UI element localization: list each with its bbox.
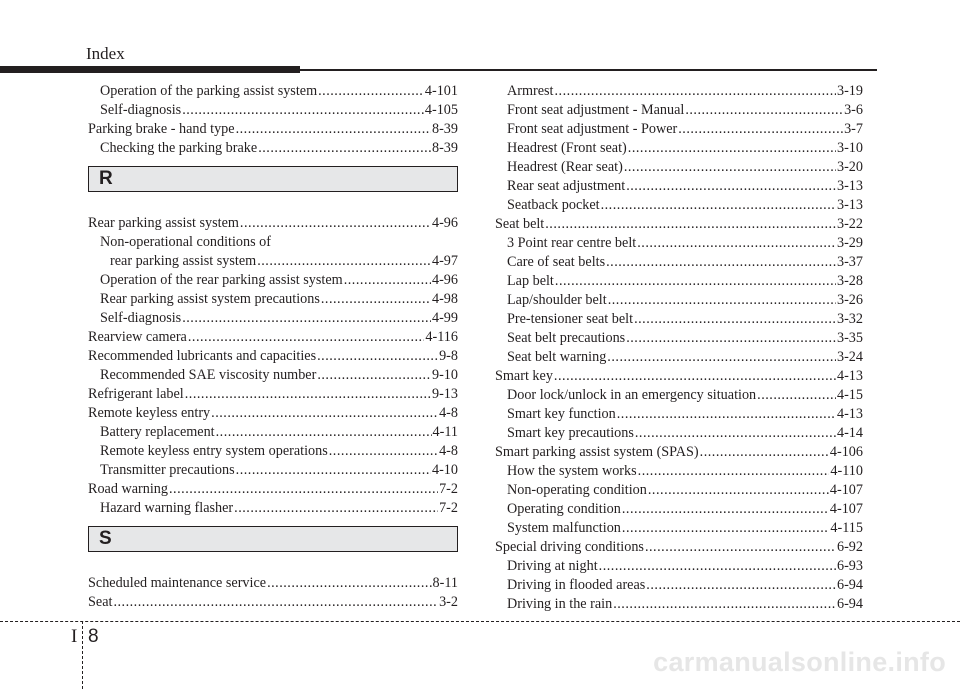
index-entry (495, 500, 863, 519)
index-entry (88, 347, 458, 366)
dot-leader (608, 291, 836, 310)
dot-leader (635, 424, 836, 443)
index-entry (495, 329, 863, 348)
dot-leader (257, 252, 431, 271)
index-entry-page: 3-2 (439, 594, 458, 610)
index-entry-label: Driving in the rain (507, 596, 613, 612)
index-entry-label: How the system works (507, 463, 637, 479)
section-letter: R (99, 168, 113, 189)
index-entry (88, 82, 458, 101)
index-entry-label: Refrigerant label (88, 386, 184, 402)
index-entry (88, 442, 458, 461)
index-entry-page: 4-99 (431, 310, 458, 326)
index-entry-page: 4-8 (439, 405, 458, 421)
index-entry (88, 290, 458, 309)
index-entry-label: Smart parking assist system (SPAS) (495, 444, 699, 460)
index-entry-label: Driving at night (507, 558, 598, 574)
index-entry (495, 424, 863, 443)
index-entry (88, 214, 458, 233)
index-entry (88, 309, 458, 328)
index-entry-label: Non-operating condition (507, 482, 647, 498)
index-column-left (88, 82, 458, 612)
dot-leader (607, 348, 836, 367)
section-header (88, 166, 458, 192)
index-entry-page: 4-107 (829, 482, 863, 498)
index-entry-page: 3-13 (836, 197, 863, 213)
index-entry (495, 462, 863, 481)
index-entry-label: Special driving conditions (495, 539, 644, 555)
dot-leader (638, 462, 830, 481)
header-rule-thick (0, 66, 300, 73)
index-entry (88, 139, 458, 158)
index-entry-label: Checking the parking brake (100, 140, 258, 156)
dot-leader (648, 481, 829, 500)
index-entry-label: Headrest (Rear seat) (507, 159, 623, 175)
index-entry-page: 3-24 (836, 349, 863, 365)
index-entry-page: 3-22 (836, 216, 863, 232)
index-entry-label: Smart key (495, 368, 553, 384)
index-entry (88, 461, 458, 480)
index-entry (88, 480, 458, 499)
index-entry (495, 443, 863, 462)
index-entry (495, 291, 863, 310)
index-entry-label: Seat belt (495, 216, 545, 232)
index-entry-page: 4-96 (431, 215, 458, 231)
index-entry (88, 271, 458, 290)
index-entry-label: Scheduled maintenance service (88, 575, 267, 591)
index-entry (495, 310, 863, 329)
index-entry (88, 366, 458, 385)
index-entry-page: 3-32 (836, 311, 863, 327)
dot-leader (216, 423, 432, 442)
index-entry-page: 3-10 (836, 140, 863, 156)
index-entry (88, 385, 458, 404)
section-header (88, 526, 458, 552)
dot-leader (624, 158, 836, 177)
dot-leader (613, 595, 836, 614)
dot-leader (599, 557, 836, 576)
watermark-text: carmanualsonline.info (653, 647, 946, 677)
dot-leader (182, 101, 424, 120)
index-entry-label: Front seat adjustment - Power (507, 121, 678, 137)
section-letter: S (99, 528, 112, 549)
dot-leader (757, 386, 836, 405)
index-entry-page: 3-35 (836, 330, 863, 346)
dot-leader (626, 177, 836, 196)
footer-rule (0, 621, 960, 622)
index-entry (88, 593, 458, 612)
index-entry-label: Parking brake - hand type (88, 121, 235, 137)
dot-leader (685, 101, 843, 120)
index-entry-page: 4-98 (431, 291, 458, 307)
index-entry-page: 4-116 (425, 329, 458, 345)
index-entry-label: Recommended lubricants and capacities (88, 348, 317, 364)
index-entry-label: Battery replacement (100, 424, 215, 440)
dot-leader (344, 271, 431, 290)
index-entry-page: 9-10 (431, 367, 458, 383)
dot-leader (188, 328, 425, 347)
index-entry-page: 4-110 (830, 463, 863, 479)
index-entry-label: Seat (88, 594, 113, 610)
index-entry-label: System malfunction (507, 520, 621, 536)
dot-leader (601, 196, 836, 215)
dot-leader (317, 366, 431, 385)
index-entry-page: 3-26 (836, 292, 863, 308)
index-entry (495, 158, 863, 177)
index-entry-page: 7-2 (439, 500, 458, 516)
index-entry-label: Remote keyless entry (88, 405, 211, 421)
index-entry-page: 4-115 (830, 520, 863, 536)
index-entry-label: Operating condition (507, 501, 621, 517)
index-entry-page: 7-2 (439, 481, 458, 497)
index-entry-label: Rear parking assist system precautions (100, 291, 320, 307)
index-entry-label: Pre-tensioner seat belt (507, 311, 634, 327)
dot-leader (628, 139, 836, 158)
footer-divider (82, 621, 83, 689)
index-entry-label: Driving in flooded areas (507, 577, 646, 593)
dot-leader (645, 538, 836, 557)
index-entry-page: 4-13 (836, 406, 863, 422)
index-entry (88, 574, 458, 593)
index-entry-page: 3-13 (836, 178, 863, 194)
index-entry (495, 120, 863, 139)
index-entry-label: Smart key function (507, 406, 616, 422)
index-entry-label: Operation of the rear parking assist system (100, 272, 343, 288)
index-entry-page: 6-92 (836, 539, 863, 555)
index-entry-label: Operation of the parking assist system (100, 83, 318, 99)
index-entry-page: 3-6 (844, 102, 863, 118)
dot-leader (634, 310, 836, 329)
dot-leader (321, 290, 431, 309)
index-entry (495, 215, 863, 234)
index-entry (495, 481, 863, 500)
dot-leader (622, 519, 830, 538)
dot-leader (554, 367, 836, 386)
index-entry-page: 4-14 (836, 425, 863, 441)
index-entry-label: Care of seat belts (507, 254, 606, 270)
dot-leader (329, 442, 438, 461)
index-entry-label: Door lock/unlock in an emergency situation (507, 387, 757, 403)
index-entry-label: Seat belt precautions (507, 330, 626, 346)
index-entry (495, 557, 863, 576)
dot-leader (267, 574, 431, 593)
index-entry-page: 6-94 (836, 577, 863, 593)
index-entry-label: Seatback pocket (507, 197, 600, 213)
dot-leader (678, 120, 843, 139)
index-entry-page: 3-28 (836, 273, 863, 289)
footer-page-number: 8 (88, 626, 99, 647)
index-entry-page: 4-105 (424, 102, 458, 118)
index-entry (88, 404, 458, 423)
dot-leader (637, 234, 836, 253)
index-entry (495, 253, 863, 272)
index-entry-label: Self-diagnosis (100, 310, 182, 326)
index-entry-label: Transmitter precautions (100, 462, 235, 478)
index-entry-label: Smart key precautions (507, 425, 634, 441)
index-entry-label: Seat belt warning (507, 349, 607, 365)
index-entry (495, 234, 863, 253)
index-entry-page: 4-97 (431, 253, 458, 269)
index-entry-label: Headrest (Front seat) (507, 140, 627, 156)
dot-leader (317, 347, 438, 366)
index-entry (88, 101, 458, 120)
dot-leader (169, 480, 438, 499)
index-entry-label: Rear seat adjustment (507, 178, 626, 194)
index-entry-label: rear parking assist system (110, 253, 257, 269)
dot-leader (626, 329, 836, 348)
dot-leader (240, 214, 431, 233)
index-entry-page: 4-11 (432, 424, 458, 440)
header-rule-thin (300, 69, 877, 71)
index-entry (495, 196, 863, 215)
index-entry (495, 367, 863, 386)
index-entry-label: Rearview camera (88, 329, 187, 345)
index-entry (88, 252, 458, 271)
index-entry-label: Lap belt (507, 273, 554, 289)
index-entry (495, 595, 863, 614)
index-entry-page: 4-8 (439, 443, 458, 459)
index-entry-label: Self-diagnosis (100, 102, 182, 118)
index-entry-label: Rear parking assist system (88, 215, 239, 231)
dot-leader (555, 272, 836, 291)
index-entry (495, 272, 863, 291)
dot-leader (236, 461, 431, 480)
index-entry-label: Armrest (507, 83, 554, 99)
index-entry (495, 386, 863, 405)
index-entry-page: 6-93 (836, 558, 863, 574)
index-entry-page: 4-96 (431, 272, 458, 288)
index-entry-page: 3-19 (836, 83, 863, 99)
index-entry (495, 139, 863, 158)
index-entry-page: 8-39 (431, 121, 458, 137)
dot-leader (234, 499, 438, 518)
index-entry-page: 6-94 (836, 596, 863, 612)
dot-leader (113, 593, 438, 612)
index-column-right (495, 82, 863, 614)
index-entry (495, 405, 863, 424)
dot-leader (700, 443, 829, 462)
index-entry-page: 3-37 (836, 254, 863, 270)
index-entry-page: 3-29 (836, 235, 863, 251)
index-entry-page: 4-107 (829, 501, 863, 517)
index-entry-page: 3-7 (844, 121, 863, 137)
index-entry-label: Recommended SAE viscosity number (100, 367, 317, 383)
dot-leader (318, 82, 424, 101)
index-entry-label: Remote keyless entry system operations (100, 443, 328, 459)
index-entry-page: 4-101 (424, 83, 458, 99)
index-entry-label: Non-operational conditions of (100, 234, 271, 250)
index-entry (88, 499, 458, 518)
dot-leader (185, 385, 431, 404)
index-entry (495, 576, 863, 595)
index-entry (495, 82, 863, 101)
index-entry (495, 348, 863, 367)
page-header-title: Index (86, 44, 125, 63)
dot-leader (258, 139, 431, 158)
index-entry (495, 101, 863, 120)
index-entry (495, 538, 863, 557)
index-entry (495, 177, 863, 196)
index-entry-page: 4-10 (431, 462, 458, 478)
dot-leader (555, 82, 836, 101)
index-entry (88, 328, 458, 347)
dot-leader (211, 404, 438, 423)
index-entry (88, 233, 458, 252)
dot-leader (617, 405, 836, 424)
index-entry-label: Hazard warning flasher (100, 500, 234, 516)
dot-leader (606, 253, 836, 272)
index-entry-label: Front seat adjustment - Manual (507, 102, 685, 118)
dot-leader (622, 500, 829, 519)
dot-leader (545, 215, 836, 234)
index-entry-label: Road warning (88, 481, 168, 497)
index-entry-page: 3-20 (836, 159, 863, 175)
index-entry-page: 9-8 (439, 348, 458, 364)
index-entry-label: Lap/shoulder belt (507, 292, 607, 308)
footer-section-numeral: I (71, 626, 78, 647)
dot-leader (182, 309, 431, 328)
dot-leader (236, 120, 431, 139)
index-entry-page: 4-15 (836, 387, 863, 403)
index-entry-page: 4-13 (836, 368, 863, 384)
index-entry (495, 519, 863, 538)
dot-leader (646, 576, 836, 595)
index-entry-page: 9-13 (431, 386, 458, 402)
index-entry-label: 3 Point rear centre belt (507, 235, 637, 251)
index-entry-page: 4-106 (829, 444, 863, 460)
index-entry-page: 8-39 (431, 140, 458, 156)
index-entry (88, 120, 458, 139)
index-entry (88, 423, 458, 442)
index-entry-page: 8-11 (432, 575, 458, 591)
